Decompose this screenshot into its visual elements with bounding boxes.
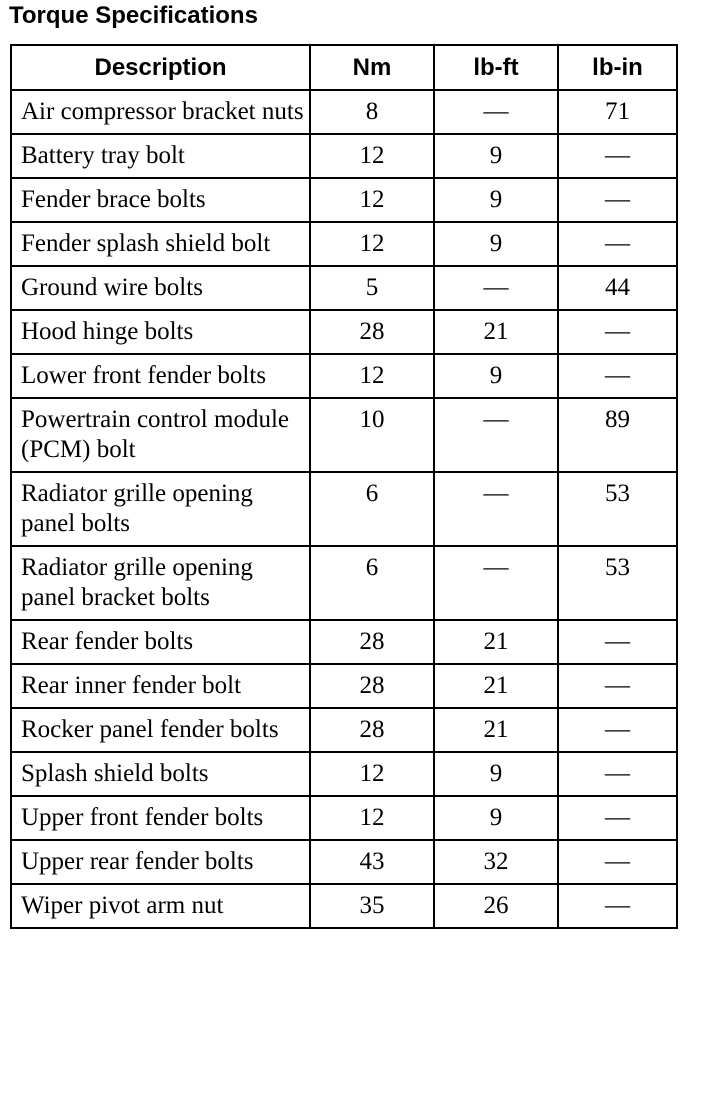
table-row: [11, 884, 677, 928]
cell-nm: 28: [310, 708, 434, 752]
table-row: [11, 708, 677, 752]
cell-nm: 12: [310, 354, 434, 398]
cell-description: Upper front fender bolts: [11, 796, 310, 840]
cell-lbin: —: [558, 752, 677, 796]
torque-spec-table: [10, 44, 678, 929]
cell-lbin: 89: [558, 398, 677, 472]
cell-lbft: 9: [434, 222, 558, 266]
cell-lbft: —: [434, 472, 558, 546]
cell-lbft: 21: [434, 620, 558, 664]
cell-description: Wiper pivot arm nut: [11, 884, 310, 928]
table-row: [11, 354, 677, 398]
cell-description: Rocker panel fender bolts: [11, 708, 310, 752]
cell-nm: 10: [310, 398, 434, 472]
cell-lbft: —: [434, 546, 558, 620]
cell-lbft: 21: [434, 708, 558, 752]
cell-lbin: 53: [558, 472, 677, 546]
cell-nm: 6: [310, 546, 434, 620]
cell-lbft: —: [434, 398, 558, 472]
cell-lbin: —: [558, 222, 677, 266]
cell-description: Upper rear fender bolts: [11, 840, 310, 884]
table-row: [11, 840, 677, 884]
cell-description: Lower front fender bolts: [11, 354, 310, 398]
table-row: [11, 546, 677, 620]
cell-nm: 35: [310, 884, 434, 928]
cell-lbft: 21: [434, 664, 558, 708]
cell-lbft: 9: [434, 134, 558, 178]
table-row: [11, 310, 677, 354]
cell-lbft: 9: [434, 354, 558, 398]
table-row: [11, 222, 677, 266]
cell-lbin: —: [558, 884, 677, 928]
cell-lbft: 9: [434, 796, 558, 840]
cell-lbft: 9: [434, 178, 558, 222]
cell-nm: 12: [310, 178, 434, 222]
header-lbin: lb-in: [558, 45, 677, 90]
cell-nm: 43: [310, 840, 434, 884]
cell-lbin: 53: [558, 546, 677, 620]
table-row: [11, 664, 677, 708]
cell-nm: 28: [310, 310, 434, 354]
table-row: [11, 178, 677, 222]
table-header-row: [11, 45, 677, 90]
cell-description: Air compressor bracket nuts: [11, 90, 310, 134]
cell-description: Battery tray bolt: [11, 134, 310, 178]
cell-nm: 8: [310, 90, 434, 134]
cell-description: Powertrain control module (PCM) bolt: [11, 398, 310, 472]
cell-lbin: 71: [558, 90, 677, 134]
cell-description: Hood hinge bolts: [11, 310, 310, 354]
cell-lbin: —: [558, 708, 677, 752]
cell-lbft: —: [434, 90, 558, 134]
cell-lbin: —: [558, 664, 677, 708]
cell-lbin: —: [558, 134, 677, 178]
cell-description: Splash shield bolts: [11, 752, 310, 796]
cell-lbin: —: [558, 354, 677, 398]
cell-description: Fender brace bolts: [11, 178, 310, 222]
cell-lbin: —: [558, 620, 677, 664]
cell-nm: 6: [310, 472, 434, 546]
cell-lbin: —: [558, 310, 677, 354]
cell-nm: 5: [310, 266, 434, 310]
header-lbft: lb-ft: [434, 45, 558, 90]
cell-nm: 12: [310, 752, 434, 796]
table-row: [11, 620, 677, 664]
cell-nm: 28: [310, 664, 434, 708]
cell-nm: 12: [310, 222, 434, 266]
cell-lbin: —: [558, 840, 677, 884]
cell-lbin: —: [558, 178, 677, 222]
cell-lbft: 32: [434, 840, 558, 884]
cell-description: Fender splash shield bolt: [11, 222, 310, 266]
cell-description: Rear inner fender bolt: [11, 664, 310, 708]
cell-description: Radiator grille opening panel bracket bolts: [11, 546, 310, 620]
cell-lbft: 21: [434, 310, 558, 354]
cell-lbft: 9: [434, 752, 558, 796]
table-row: [11, 398, 677, 472]
page-title: Torque Specifications: [9, 2, 258, 29]
table-row: [11, 134, 677, 178]
cell-nm: 28: [310, 620, 434, 664]
cell-description: Rear fender bolts: [11, 620, 310, 664]
cell-lbft: —: [434, 266, 558, 310]
table-row: [11, 266, 677, 310]
table-row: [11, 472, 677, 546]
header-description: Description: [11, 45, 310, 90]
cell-nm: 12: [310, 796, 434, 840]
cell-lbin: 44: [558, 266, 677, 310]
table-row: [11, 90, 677, 134]
cell-description: Radiator grille opening panel bolts: [11, 472, 310, 546]
cell-lbin: —: [558, 796, 677, 840]
cell-description: Ground wire bolts: [11, 266, 310, 310]
table-row: [11, 796, 677, 840]
table-row: [11, 752, 677, 796]
header-nm: Nm: [310, 45, 434, 90]
cell-nm: 12: [310, 134, 434, 178]
cell-lbft: 26: [434, 884, 558, 928]
